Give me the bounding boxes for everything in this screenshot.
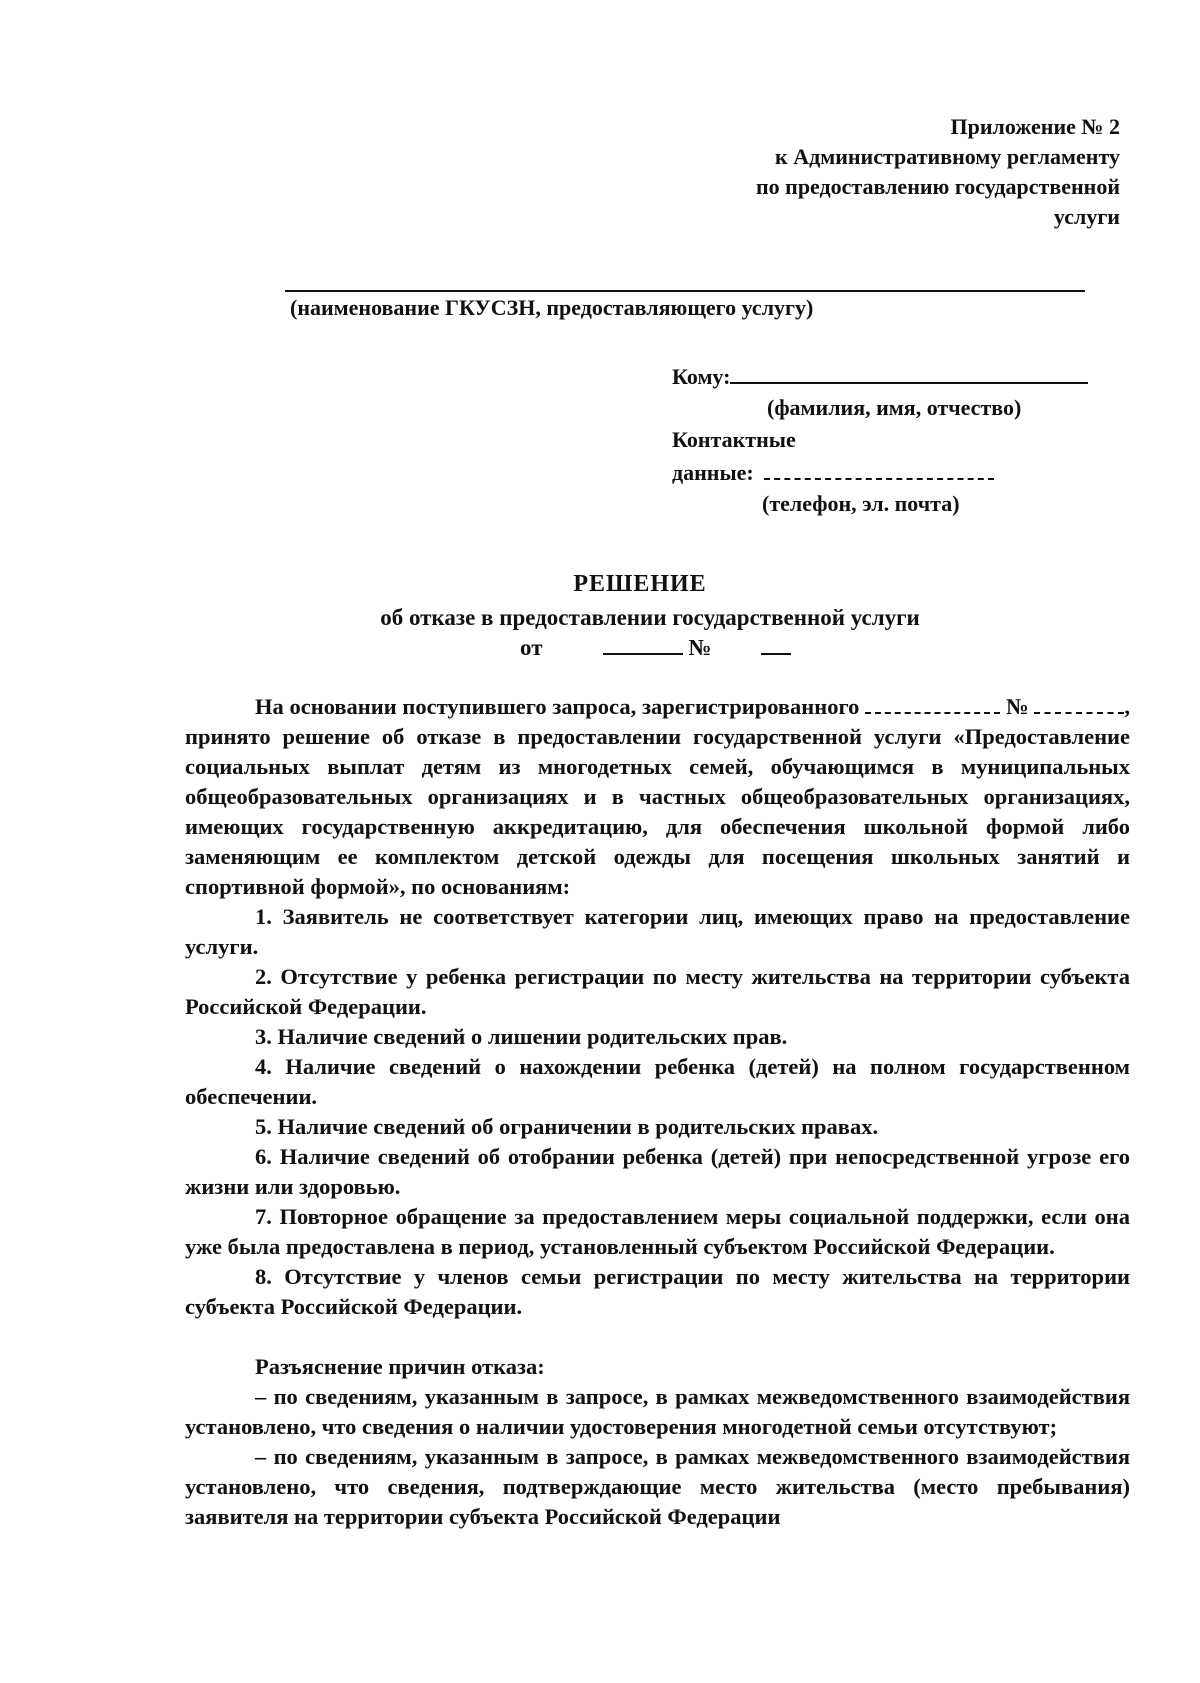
contacts-blank — [764, 456, 994, 480]
date-prefix: от — [520, 635, 543, 660]
ground-item: 8. Отсутствие у членов семьи регистрации по месту жительства на территории субъекта Российской Федерации. — [185, 1264, 1130, 1319]
decision-date-row — [520, 632, 791, 664]
addressee-block — [672, 360, 1112, 520]
contacts-label-1: Контактные — [672, 427, 796, 452]
attachment-line-3: по предоставлению государственной — [755, 174, 1120, 199]
attachment-header — [756, 112, 1120, 232]
attachment-line-4: услуги — [1053, 204, 1120, 229]
addressee-to-caption: (фамилия, имя, отчество) — [767, 395, 1022, 420]
intro-number-sign: № — [1005, 694, 1029, 719]
date-blank — [603, 633, 683, 655]
ground-item: 4. Наличие сведений о нахождении ребенка (детей) на полном государственном обеспечении. — [185, 1054, 1130, 1109]
intro-paragraph — [185, 692, 1130, 902]
explanation-item: – по сведениям, указанным в запросе, в рамках межведомственного взаимодействия установлено, что сведения, подтверждающие место жительства (место пребывания) заявителя на территории субъекта Российской Федерации — [185, 1444, 1130, 1529]
registration-date-blank — [865, 694, 1000, 714]
explanation-item: – по сведениям, указанным в запросе, в рамках межведомственного взаимодействия установлено, что сведения о наличии удостоверения многодетной семьи отсутствуют; — [185, 1384, 1130, 1439]
ground-item: 6. Наличие сведений об отобрании ребенка (детей) при непосредственной угрозе его жизни или здоровью. — [185, 1144, 1130, 1199]
explanation-heading: Разъяснение причин отказа: — [255, 1354, 545, 1379]
organization-name-line — [285, 290, 1085, 292]
addressee-to-label: Кому: — [672, 364, 731, 389]
number-blank — [761, 633, 791, 655]
addressee-to-row — [672, 360, 1112, 392]
paragraph-spacer — [185, 1322, 1130, 1352]
contacts-label-2: данные: — [672, 460, 754, 485]
intro-part-2: , принято решение об отказе в предоставлении государственной услуги «Предоставление социальных выплат детям из многодетных семей, обучающимся в муниципальных общеобразовательных организациях и в частных общеобразовательных организациях, имеющих государственную аккредитацию, для обеспечения школьной формой либо заменяющим ее комплектом детской одежды для посещения школьных занятий и спортивной формой», по основаниям: — [185, 694, 1131, 899]
ground-item: 7. Повторное обращение за предоставлением меры социальной поддержки, если она уже была предоставлена в период, установленный субъектом Российской Федерации. — [185, 1204, 1130, 1259]
organization-caption: (наименование ГКУСЗН, предоставляющего услугу) — [290, 295, 814, 320]
ground-item: 2. Отсутствие у ребенка регистрации по месту жительства на территории субъекта Российской Федерации. — [185, 964, 1130, 1019]
decision-subtitle: об отказе в предоставлении государственной услуги — [380, 605, 920, 630]
attachment-line-1: Приложение № 2 — [950, 114, 1120, 139]
intro-part-1: На основании поступившего запроса, зарегистрированного — [255, 694, 860, 719]
attachment-line-2: к Административному регламенту — [775, 144, 1120, 169]
decision-title: РЕШЕНИЕ — [573, 571, 707, 597]
decision-body — [185, 692, 1130, 1532]
addressee-name-blank — [730, 360, 1088, 384]
number-sign: № — [688, 635, 712, 660]
contacts-row — [672, 456, 1112, 488]
contacts-caption: (телефон, эл. почта) — [762, 491, 960, 516]
ground-item: 3. Наличие сведений о лишении родительских прав. — [255, 1024, 788, 1049]
registration-number-blank — [1034, 694, 1124, 714]
ground-item: 5. Наличие сведений об ограничении в родительских правах. — [255, 1114, 879, 1139]
ground-item: 1. Заявитель не соответствует категории лиц, имеющих право на предоставление услуги. — [185, 904, 1130, 959]
